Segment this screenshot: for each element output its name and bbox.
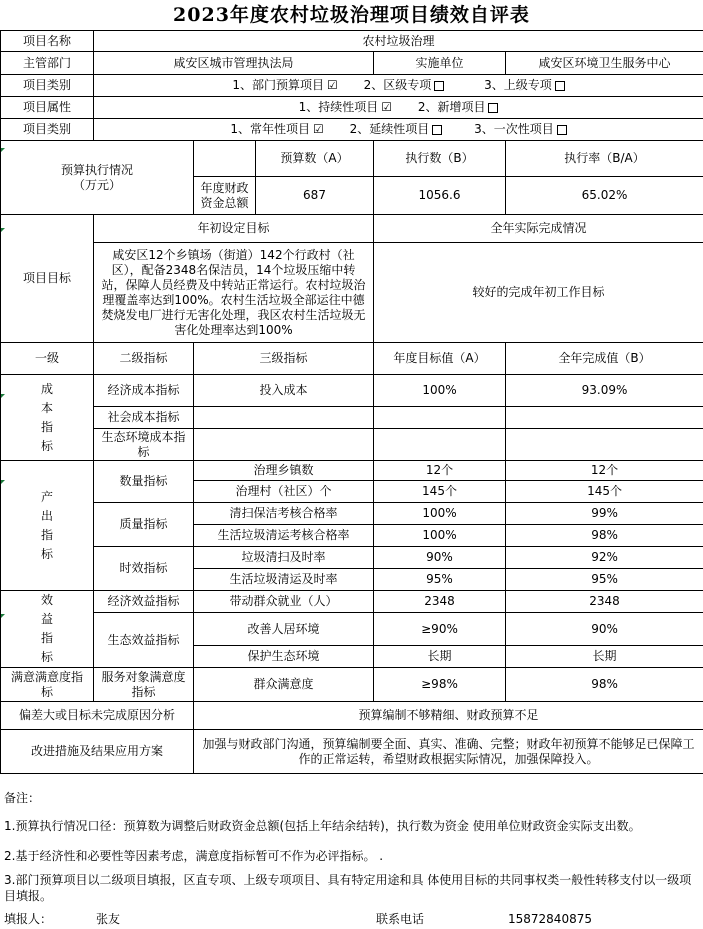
output-time-target: 90%: [374, 547, 506, 569]
phone-label: 联系电话: [376, 912, 425, 926]
cycle-options: [94, 119, 703, 141]
attr-options: [94, 97, 703, 119]
benefit-economic-l2: 经济效益指标: [94, 591, 194, 613]
attr-label: 项目属性: [1, 97, 94, 119]
evaluation-table: [0, 30, 703, 774]
phone-value: 15872840875: [508, 912, 592, 926]
goal-plan-header: 年初设定目标: [94, 215, 374, 243]
goal-actual-header: 全年实际完成情况: [374, 215, 703, 243]
satisfaction-l2: 服务对象满意度指标: [94, 668, 194, 702]
output-quality-actual: 99%: [506, 503, 703, 525]
budget-b-value: 1056.6: [374, 177, 506, 215]
project-name-label: 项目名称: [1, 31, 94, 52]
benefit-ecological-target: ≥90%: [374, 613, 506, 646]
output-time-l3: 生活垃圾清运及时率: [194, 569, 374, 591]
budget-label: 预算执行情况 （万元）: [1, 141, 194, 215]
benefit-indicator-label: 效益指标: [1, 591, 94, 668]
cell-marker-icon: [1, 228, 5, 232]
output-quality-l3: 清扫保洁考核合格率: [194, 503, 374, 525]
budget-corner: [194, 141, 256, 177]
benefit-ecological-l3: 保护生态环境: [194, 646, 374, 668]
header-level2: 二级指标: [94, 343, 194, 375]
category-option-2: 2、区级专项: [363, 78, 432, 92]
deviation-text: 预算编制不够精细、财政预算不足: [194, 702, 703, 730]
impl-label: 实施单位: [374, 52, 506, 75]
note-3: 3.部门预算项目以二级项目填报，区直专项、上级专项项目、具有特定用途和具 体使用目标的共同事权类一般性转移支付以一级项目填报。: [4, 873, 692, 903]
cell-marker-icon: [1, 614, 5, 618]
cell-marker-icon: [1, 394, 5, 398]
benefit-ecological-target: 长期: [374, 646, 506, 668]
empty-box-icon: [432, 125, 442, 135]
goal-plan-text: 咸安区12个乡镇场（街道）142个行政村（社区），配备2348名保洁员，14个垃圾压缩中转站，保障人员经费及中转站正常运行。农村垃圾治理覆盖率达到100%。农村生活垃圾全部运往中德焚烧发电厂进行无害化处理，我区农村生活垃圾无害化处理率达到100%: [94, 243, 374, 343]
budget-col-rate: 执行率（B/A）: [506, 141, 703, 177]
category-label: 项目类别: [1, 75, 94, 97]
dept-label: 主管部门: [1, 52, 94, 75]
budget-col-a: 预算数（A）: [256, 141, 374, 177]
output-quality-target: 100%: [374, 503, 506, 525]
category-options: [94, 75, 703, 97]
checked-box-icon: ☑: [313, 122, 324, 136]
satisfaction-actual: 98%: [506, 668, 703, 702]
budget-a-value: 687: [256, 177, 374, 215]
benefit-economic-actual: 2348: [506, 591, 703, 613]
improve-text: 加强与财政部门沟通，预算编制要全面、真实、准确、完整；财政年初预算不能够足已保障工作的正常运转，希望财政根据实际情况，加强保障投入。: [194, 730, 703, 774]
benefit-ecological-l3: 改善人居环境: [194, 613, 374, 646]
benefit-economic-l3: 带动群众就业（人）: [194, 591, 374, 613]
header-actual: 全年完成值（B）: [506, 343, 703, 375]
output-quality-l3: 生活垃圾清运考核合格率: [194, 525, 374, 547]
budget-col-b: 执行数（B）: [374, 141, 506, 177]
footer-row: [0, 911, 703, 927]
output-quantity-target: 145个: [374, 481, 506, 503]
output-indicator-label: 产出指标: [1, 461, 94, 591]
output-quantity-actual: 12个: [506, 461, 703, 481]
empty-box-icon: [557, 125, 567, 135]
output-time-actual: 95%: [506, 569, 703, 591]
budget-row-label: 年度财政资金总额: [194, 177, 256, 215]
deviation-label: 偏差大或目标未完成原因分析: [1, 702, 194, 730]
header-target: 年度目标值（A）: [374, 343, 506, 375]
cost-social-l2: 社会成本指标: [94, 407, 194, 429]
note-1: 1.预算执行情况口径：预算数为调整后财政资金总额(包括上年结余结转)，执行数为资金 使用单位财政资金实际支出数。: [4, 819, 641, 833]
goal-actual-text: 较好的完成年初工作目标: [374, 243, 703, 343]
output-quantity-l3: 治理村（社区）个: [194, 481, 374, 503]
checked-box-icon: ☑: [381, 100, 392, 114]
benefit-ecological-l2: 生态效益指标: [94, 613, 194, 668]
output-time-actual: 92%: [506, 547, 703, 569]
category-option-3: 3、上级专项: [484, 78, 552, 92]
header-level3: 三级指标: [194, 343, 374, 375]
filler-label: 填报人：: [4, 912, 53, 926]
cell-marker-icon: [1, 480, 5, 484]
cycle-label: 项目类别: [1, 119, 94, 141]
empty-box-icon: [555, 81, 565, 91]
output-time-l3: 垃圾清扫及时率: [194, 547, 374, 569]
benefit-ecological-actual: 90%: [506, 613, 703, 646]
empty-box-icon: [434, 81, 444, 91]
cost-economic-actual: 93.09%: [506, 375, 703, 407]
output-quantity-actual: 145个: [506, 481, 703, 503]
header-level1: 一级: [1, 343, 94, 375]
impl-value: 咸安区环境卫生服务中心: [506, 52, 703, 75]
output-quantity-l3: 治理乡镇数: [194, 461, 374, 481]
cycle-option-2: 2、延续性项目: [349, 122, 430, 136]
dept-value: 咸安区城市管理执法局: [94, 52, 374, 75]
goal-label: 项目目标: [1, 215, 94, 343]
output-time-l2: 时效指标: [94, 547, 194, 591]
output-quality-actual: 98%: [506, 525, 703, 547]
satisfaction-l3: 群众满意度: [194, 668, 374, 702]
attr-option-2: 2、新增项目: [417, 100, 486, 114]
output-quality-l2: 质量指标: [94, 503, 194, 547]
attr-option-1: 1、持续性项目: [298, 100, 379, 114]
cost-economic-l3: 投入成本: [194, 375, 374, 407]
empty-box-icon: [488, 103, 498, 113]
improve-label: 改进措施及结果应用方案: [1, 730, 194, 774]
output-quantity-l2: 数量指标: [94, 461, 194, 503]
page-title: 2023年度农村垃圾治理项目绩效自评表: [173, 4, 530, 26]
checked-box-icon: ☑: [327, 78, 338, 92]
category-option-1: 1、部门预算项目: [232, 78, 324, 92]
notes-heading: 备注：: [4, 791, 41, 805]
cycle-option-1: 1、常年性项目: [230, 122, 310, 136]
filler-value: 张友: [96, 912, 121, 926]
project-name-value: 农村垃圾治理: [94, 31, 703, 52]
note-2: 2.基于经济性和必要性等因素考虑，满意度指标暂可不作为必评指标。 .: [4, 849, 384, 863]
benefit-economic-target: 2348: [374, 591, 506, 613]
output-quantity-target: 12个: [374, 461, 506, 481]
benefit-ecological-actual: 长期: [506, 646, 703, 668]
cost-env-l2: 生态环境成本指标: [94, 429, 194, 461]
cell-marker-icon: [1, 148, 5, 152]
cost-economic-l2: 经济成本指标: [94, 375, 194, 407]
cost-indicator-label: 成本指标: [1, 375, 94, 461]
satisfaction-indicator-label: 满意满意度指标: [1, 668, 94, 702]
output-quality-target: 100%: [374, 525, 506, 547]
cost-economic-target: 100%: [374, 375, 506, 407]
budget-rate-value: 65.02%: [506, 177, 703, 215]
satisfaction-target: ≥98%: [374, 668, 506, 702]
cycle-option-3: 3、一次性项目: [474, 122, 554, 136]
output-time-target: 95%: [374, 569, 506, 591]
